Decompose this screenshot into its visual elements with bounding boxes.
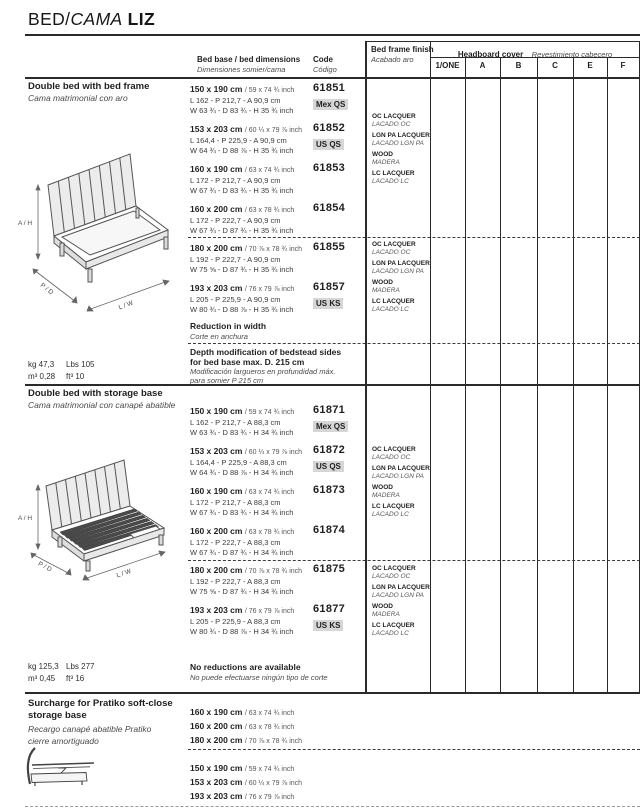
- dimension-size: 180 x 200 cm: [190, 565, 243, 575]
- finish-name-es: MADERA: [372, 610, 400, 618]
- code-block: [313, 241, 368, 253]
- section-divider-rule: [25, 384, 640, 386]
- frame-dimensions-inches: W 63 ¾ - D 83 ¾ - H 35 ¾ inch: [190, 106, 294, 115]
- finish-name: WOOD: [372, 603, 393, 610]
- finish-name-es: LACADO LC: [372, 177, 409, 185]
- spec-row: [190, 565, 366, 596]
- dim-label-height: A / H: [18, 220, 33, 227]
- frame-dimensions-inches: W 67 ¾ - D 87 ¾ - H 35 ¾ inch: [190, 226, 294, 235]
- product-code: 61851: [313, 82, 346, 94]
- weight-block-frame: kg 47,3 Lbs 105 m³ 0,28 ft³ 10: [28, 360, 95, 381]
- finish-name-es: MADERA: [372, 158, 400, 166]
- surcharge-row: [190, 706, 410, 720]
- frame-dimensions-cm: L 172 - P 222,7 - A 88,3 cm: [190, 538, 281, 547]
- finish-name: LC LACQUER: [372, 170, 415, 177]
- dimension-size: 150 x 190 cm: [190, 406, 243, 416]
- frame-dimensions-cm: L 172 - P 212,7 - A 88,3 cm: [190, 498, 281, 507]
- header-bottom-rule: [25, 77, 640, 79]
- page-title: [28, 9, 155, 30]
- surcharge-subtitle-line2: cierre amortiguado: [28, 736, 99, 746]
- code-block: [313, 82, 368, 112]
- dimension-inches: / 59 x 74 ¾ inch: [244, 87, 295, 94]
- dimension-size: 150 x 190 cm: [190, 84, 243, 94]
- finish-name-es: LACADO LGN PA: [372, 267, 424, 275]
- grid-vline-finish-right: [430, 41, 431, 692]
- product-code: 61852: [313, 122, 346, 134]
- finish-option: [372, 603, 428, 618]
- dimension-size: 180 x 200 cm: [190, 243, 243, 253]
- finish-name: LGN PA LACQUER: [372, 260, 430, 267]
- code-block: [313, 524, 368, 536]
- dimension-inches: / 63 x 78 ¾ inch: [244, 529, 295, 536]
- col-code-label: Code: [313, 55, 333, 64]
- spec-row: [190, 204, 366, 235]
- spec-row: [190, 605, 366, 636]
- dim-label-height: A / H: [18, 515, 33, 522]
- dimension-inches: / 76 x 79 ⅞ inch: [244, 794, 295, 801]
- weight-block-storage: kg 125,3 Lbs 277 m³ 0,45 ft³ 16: [28, 662, 95, 683]
- spec-row: [190, 84, 366, 115]
- code-block: [313, 444, 368, 474]
- finish-option: [372, 465, 428, 480]
- frame-dimensions-cm: L 162 - P 212,7 - A 88,3 cm: [190, 418, 281, 427]
- storage-rows-group-b: [190, 565, 366, 645]
- finish-name: LGN PA LACQUER: [372, 465, 430, 472]
- finish-name-es: MADERA: [372, 286, 400, 294]
- spec-row: [190, 124, 366, 155]
- title-rule: [25, 34, 640, 36]
- bed-frame-illustration: [18, 140, 196, 315]
- dimension-size: 180 x 200 cm: [190, 735, 243, 745]
- finish-block-2: [372, 241, 428, 317]
- frame-dimensions-inches: W 64 ¾ - D 88 ⅞ - H 35 ¾ inch: [190, 146, 294, 155]
- finish-option: [372, 446, 428, 461]
- finish-name: WOOD: [372, 279, 393, 286]
- grid-vline-f: [607, 57, 608, 692]
- finish-name: WOOD: [372, 151, 393, 158]
- finish-name-es: LACADO LGN PA: [372, 472, 424, 480]
- finish-name: OC LACQUER: [372, 241, 416, 248]
- dimension-inches: / 70 ⅞ x 78 ¾ inch: [244, 738, 303, 745]
- frame-dimensions-inches: W 75 ⅝ - D 87 ¾ - H 35 ¾ inch: [190, 265, 294, 274]
- finish-option: [372, 260, 428, 275]
- market-badge: US KS: [313, 620, 343, 631]
- frame-dimensions-cm: L 172 - P 212,7 - A 90,9 cm: [190, 176, 281, 185]
- finish-option: [372, 584, 428, 599]
- frame-dimensions-inches: W 64 ¾ - D 88 ⅞ - H 34 ¾ inch: [190, 468, 294, 477]
- col-finish-sublabel: Acabado aro: [371, 55, 414, 64]
- frame-dimensions-cm: L 164,4 - P 225,9 - A 90,9 cm: [190, 136, 287, 145]
- product-code: 61874: [313, 524, 346, 536]
- finish-name: LC LACQUER: [372, 503, 415, 510]
- finish-block-4: [372, 565, 428, 641]
- pratiko-sideview-illustration: [20, 744, 100, 794]
- finish-name: LC LACQUER: [372, 298, 415, 305]
- finish-name-es: LACADO LC: [372, 305, 409, 313]
- dimension-inches: / 70 ⅞ x 78 ¾ inch: [244, 246, 303, 253]
- code-block: [313, 122, 368, 152]
- grid-bottom-rule: [25, 692, 640, 694]
- dim-label-depth: P / D: [36, 560, 53, 574]
- finish-option: [372, 503, 428, 518]
- storage-bed-illustration: [18, 448, 188, 583]
- code-block: [313, 281, 368, 311]
- dimension-size: 193 x 203 cm: [190, 605, 243, 615]
- cover-col-e: E: [587, 61, 593, 70]
- grid-vline-c: [537, 57, 538, 692]
- col-finish-label: Bed frame finish: [371, 45, 434, 54]
- note-depth-mod-es-line1: Modificación largueros en profundidad máx.: [190, 367, 336, 376]
- dimension-size: 193 x 203 cm: [190, 791, 243, 801]
- note-depth-mod-line2: for bed base max. D. 215 cm: [190, 357, 305, 367]
- frame-dimensions-inches: W 67 ¾ - D 83 ¾ - H 34 ¾ inch: [190, 508, 294, 517]
- code-block: [313, 563, 368, 575]
- title-model-name: LIZ: [127, 9, 156, 29]
- finish-name: WOOD: [372, 484, 393, 491]
- dimension-size: 150 x 190 cm: [190, 763, 243, 773]
- code-block: [313, 484, 368, 496]
- dimension-size: 153 x 203 cm: [190, 777, 243, 787]
- product-code: 61854: [313, 202, 346, 214]
- dimension-size: 193 x 203 cm: [190, 283, 243, 293]
- finish-option: [372, 132, 428, 147]
- code-block: [313, 603, 368, 633]
- page-bottom-rule: [25, 806, 640, 807]
- product-code: 61877: [313, 603, 346, 615]
- finish-option: [372, 279, 428, 294]
- dimension-size: 153 x 203 cm: [190, 446, 243, 456]
- finish-box-top-rule: [365, 41, 640, 42]
- note-depth-mod-es-line2: para somier P 215 cm: [190, 376, 264, 385]
- dimension-inches: / 59 x 74 ¾ inch: [244, 409, 295, 416]
- market-badge: US QS: [313, 139, 344, 150]
- finish-block-3: [372, 446, 428, 522]
- surcharge-title-line1: Surcharge for Pratiko soft-close: [28, 698, 173, 709]
- finish-block-1: [372, 113, 428, 189]
- dim-label-width: L / W: [117, 299, 135, 312]
- dimension-size: 160 x 190 cm: [190, 164, 243, 174]
- code-block: [313, 202, 368, 214]
- frame-dimensions-cm: L 164,4 - P 225,9 - A 88,3 cm: [190, 458, 287, 467]
- spec-row: [190, 406, 366, 437]
- dimension-inches: / 70 ⅞ x 78 ¾ inch: [244, 568, 303, 575]
- finish-option: [372, 298, 428, 313]
- col-dimensions-label: Bed base / bed dimensions: [197, 55, 301, 64]
- market-badge: Mex QS: [313, 421, 348, 432]
- dashed-divider-4: [188, 749, 640, 750]
- col-dimensions-sublabel: Dimensiones somier/cama: [197, 65, 286, 74]
- finish-name: LGN PA LACQUER: [372, 132, 430, 139]
- frame-dimensions-cm: L 162 - P 212,7 - A 90,9 cm: [190, 96, 281, 105]
- grid-vline-e: [573, 57, 574, 692]
- col-headboard-cover-label: Headboard cover Revestimiento cabecero: [457, 50, 613, 59]
- dimension-size: 160 x 200 cm: [190, 721, 243, 731]
- frame-dimensions-cm: L 205 - P 225,9 - A 90,9 cm: [190, 295, 281, 304]
- finish-name: OC LACQUER: [372, 113, 416, 120]
- dimension-inches: / 63 x 74 ¾ inch: [244, 489, 295, 496]
- grid-vline-a: [465, 57, 466, 692]
- market-badge: Mex QS: [313, 99, 348, 110]
- surcharge-rows-group-a: [190, 706, 410, 748]
- spec-row: [190, 486, 366, 517]
- section-frame-title: Double bed with bed frame: [28, 81, 150, 92]
- dimension-inches: / 59 x 74 ¾ inch: [244, 766, 295, 773]
- section-storage-subtitle: Cama matrimonial con canapé abatible: [28, 400, 176, 410]
- frame-dimensions-inches: W 80 ¾ - D 88 ⅞ - H 34 ¾ inch: [190, 627, 294, 636]
- surcharge-rows-group-b: [190, 762, 410, 804]
- finish-name-es: LACADO OC: [372, 453, 411, 461]
- finish-name-es: LACADO OC: [372, 572, 411, 580]
- frame-dimensions-inches: W 75 ⅝ - D 87 ¾ - H 34 ¾ inch: [190, 587, 294, 596]
- dimension-size: 160 x 200 cm: [190, 204, 243, 214]
- product-code: 61853: [313, 162, 346, 174]
- note-no-reductions: No reductions are available: [190, 662, 301, 672]
- spec-row: [190, 446, 366, 477]
- finish-name: OC LACQUER: [372, 565, 416, 572]
- product-code: 61855: [313, 241, 346, 253]
- spec-row: [190, 526, 366, 557]
- surcharge-subtitle-line1: Recargo canapé abatible Pratiko: [28, 724, 152, 734]
- frame-dimensions-cm: L 192 - P 222,7 - A 88,3 cm: [190, 577, 281, 586]
- section-storage-title: Double bed with storage base: [28, 388, 163, 399]
- market-badge: US KS: [313, 298, 343, 309]
- finish-name-es: LACADO LGN PA: [372, 591, 424, 599]
- finish-option: [372, 484, 428, 499]
- storage-rows-group-a: [190, 406, 366, 566]
- finish-name-es: MADERA: [372, 491, 400, 499]
- dimension-inches: / 60 ¼ x 79 ⅞ inch: [244, 449, 303, 456]
- grid-vline-b: [500, 57, 501, 692]
- title-cama: CAMA: [70, 9, 123, 29]
- dimension-size: 160 x 190 cm: [190, 707, 243, 717]
- frame-dimensions-cm: L 172 - P 222,7 - A 90,9 cm: [190, 216, 281, 225]
- frame-rows-group-b: [190, 243, 366, 323]
- dimension-inches: / 76 x 79 ⅞ inch: [244, 608, 295, 615]
- title-bed: BED/: [28, 9, 71, 29]
- surcharge-title-line2: storage base: [28, 710, 87, 721]
- code-block: [313, 404, 368, 434]
- dim-label-depth: P / D: [38, 281, 55, 297]
- frame-dimensions-inches: W 67 ¾ - D 83 ¾ - H 35 ¾ inch: [190, 186, 294, 195]
- note-reduction-width: Reduction in width: [190, 321, 267, 331]
- finish-option: [372, 113, 428, 128]
- product-code: 61857: [313, 281, 346, 293]
- dimension-inches: / 63 x 78 ¾ inch: [244, 207, 295, 214]
- cover-col-b: B: [515, 61, 522, 70]
- finish-option: [372, 151, 428, 166]
- finish-option: [372, 565, 428, 580]
- finish-name-es: LACADO LC: [372, 629, 409, 637]
- col-code-sublabel: Código: [313, 65, 337, 74]
- surcharge-row: [190, 776, 410, 790]
- cover-col-a: A: [479, 61, 486, 70]
- dim-label-width: L / W: [115, 567, 133, 580]
- finish-name-es: LACADO OC: [372, 120, 411, 128]
- cover-col-one: 1/ONE: [435, 61, 460, 70]
- finish-name-es: LACADO LGN PA: [372, 139, 424, 147]
- finish-name-es: LACADO OC: [372, 248, 411, 256]
- frame-dimensions-inches: W 80 ¾ - D 88 ⅞ - H 35 ¾ inch: [190, 305, 294, 314]
- cover-col-f: F: [620, 61, 626, 70]
- surcharge-row: [190, 720, 410, 734]
- product-code: 61871: [313, 404, 346, 416]
- surcharge-row: [190, 734, 410, 748]
- dimension-inches: / 63 x 78 ¾ inch: [244, 724, 295, 731]
- surcharge-row: [190, 762, 410, 776]
- dimension-size: 160 x 200 cm: [190, 526, 243, 536]
- dimension-inches: / 76 x 79 ⅞ inch: [244, 286, 295, 293]
- spec-row: [190, 243, 366, 274]
- finish-option: [372, 241, 428, 256]
- dimension-size: 153 x 203 cm: [190, 124, 243, 134]
- finish-name: LC LACQUER: [372, 622, 415, 629]
- note-depth-mod-line1: Depth modification of bedstead sides: [190, 347, 342, 357]
- spec-row: [190, 283, 366, 314]
- finish-option: [372, 622, 428, 637]
- section-frame-subtitle: Cama matrimonial con aro: [28, 93, 128, 103]
- frame-dimensions-cm: L 205 - P 225,9 - A 88,3 cm: [190, 617, 281, 626]
- product-code: 61875: [313, 563, 346, 575]
- market-badge: US QS: [313, 461, 344, 472]
- dimension-inches: / 60 ¼ x 79 ⅞ inch: [244, 780, 303, 787]
- dimension-size: 160 x 190 cm: [190, 486, 243, 496]
- frame-dimensions-inches: W 63 ¾ - D 83 ¾ - H 34 ¾ inch: [190, 428, 294, 437]
- dimension-inches: / 63 x 74 ¾ inch: [244, 710, 295, 717]
- note-no-reductions-es: No puede efectuarse ningún tipo de corte: [190, 673, 328, 682]
- finish-name-es: LACADO LC: [372, 510, 409, 518]
- cover-col-c: C: [552, 61, 558, 70]
- product-code: 61873: [313, 484, 346, 496]
- surcharge-row: [190, 790, 410, 804]
- finish-name: OC LACQUER: [372, 446, 416, 453]
- frame-rows-group-a: [190, 84, 366, 244]
- frame-dimensions-inches: W 67 ¾ - D 87 ¾ - H 34 ¾ inch: [190, 548, 294, 557]
- spec-row: [190, 164, 366, 195]
- finish-name: LGN PA LACQUER: [372, 584, 430, 591]
- dimension-inches: / 63 x 74 ¾ inch: [244, 167, 295, 174]
- product-code: 61872: [313, 444, 346, 456]
- frame-dimensions-cm: L 192 - P 222,7 - A 90,9 cm: [190, 255, 281, 264]
- code-block: [313, 162, 368, 174]
- note-reduction-width-es: Corte en anchura: [190, 332, 248, 341]
- dimension-inches: / 60 ¼ x 79 ⅞ inch: [244, 127, 303, 134]
- finish-option: [372, 170, 428, 185]
